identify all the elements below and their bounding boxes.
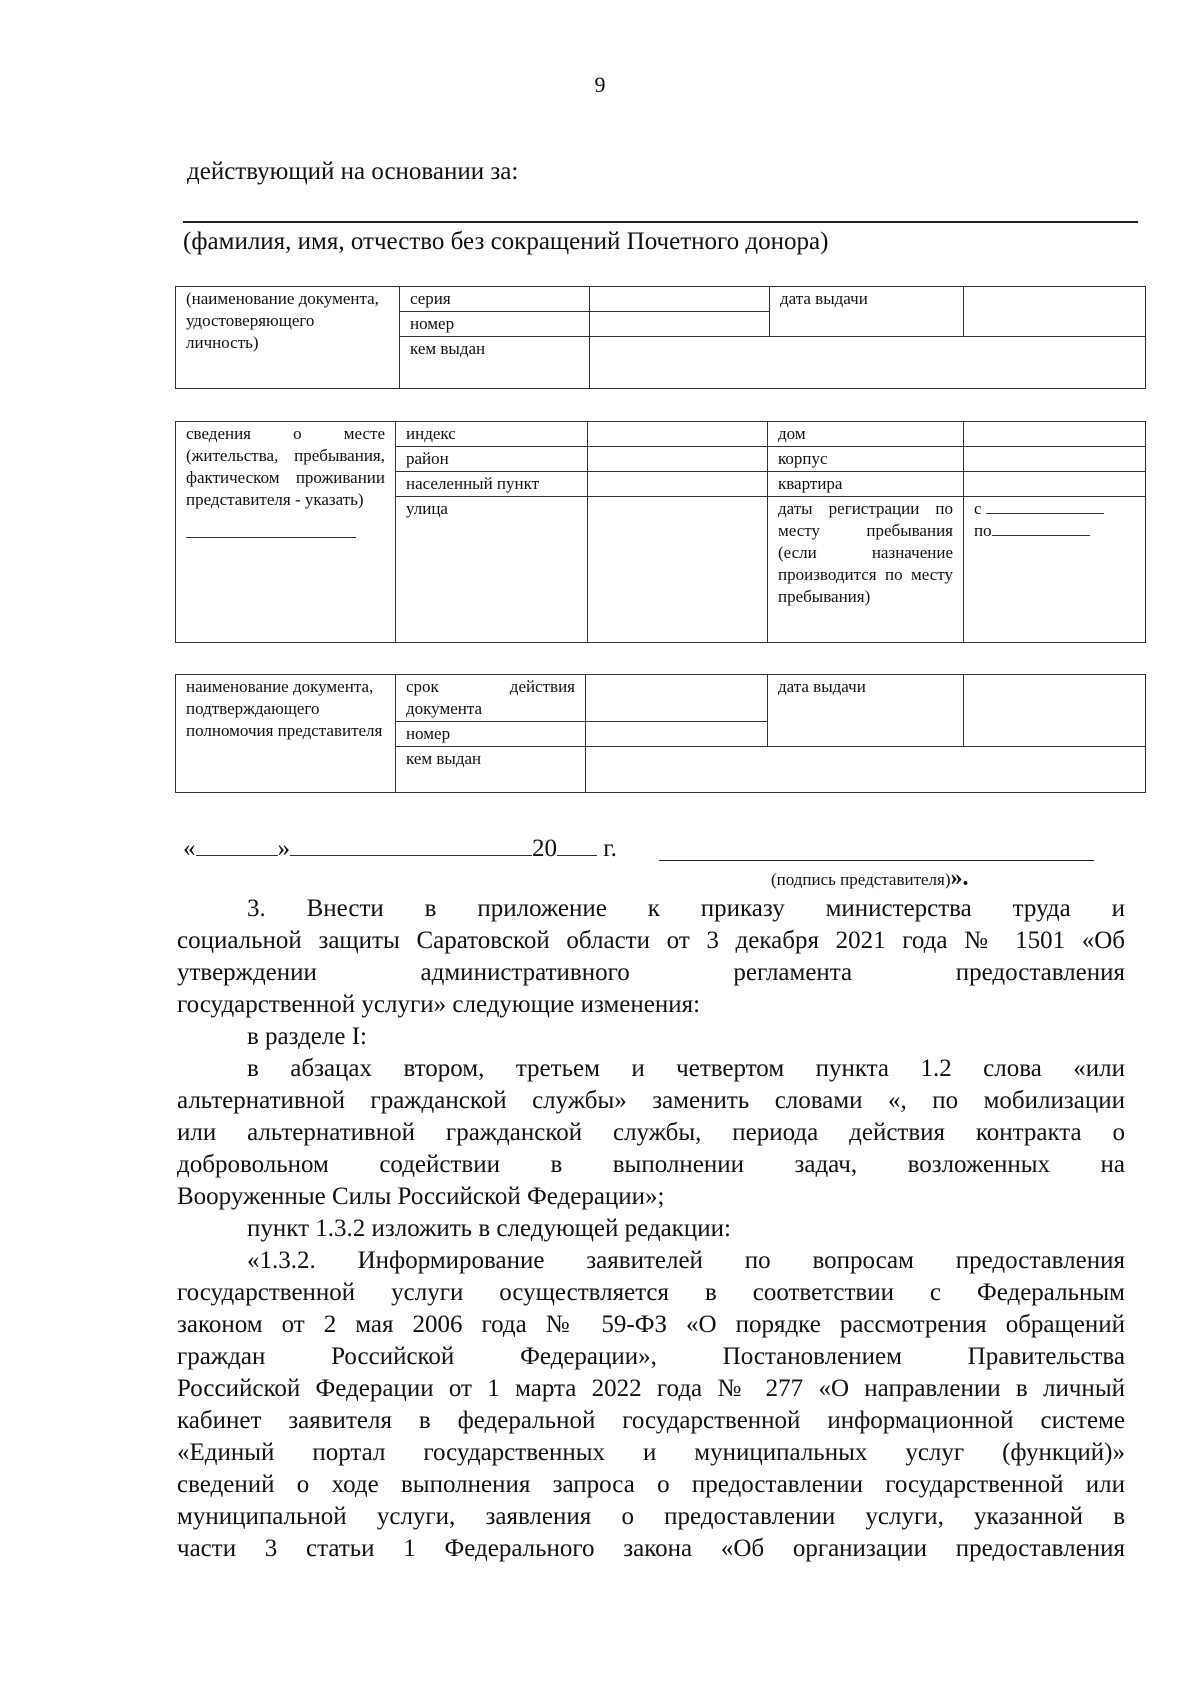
validity-label-cell bbox=[396, 675, 586, 722]
date-open-quote: « bbox=[183, 835, 196, 862]
issue-date-value[interactable] bbox=[964, 287, 1146, 337]
paragraph-3-line-2: социальной защиты Саратовской области от 3 декабря 2021 года № 1501 «Об bbox=[177, 927, 1125, 954]
reg-from-field[interactable] bbox=[986, 513, 1104, 514]
series-label: серия bbox=[400, 287, 590, 312]
authority-doc-label-cell bbox=[176, 675, 396, 793]
house-value[interactable] bbox=[964, 422, 1146, 447]
amendment-1-line-2: альтернативной гражданской службы» заменить словами «, по мобилизации bbox=[177, 1087, 1125, 1114]
quote-line-9: муниципальной услуги, заявления о предоставлении услуги, указанной в bbox=[177, 1503, 1125, 1530]
date-signature-line bbox=[183, 833, 617, 865]
address-label-cell bbox=[176, 422, 396, 643]
house-label: дом bbox=[768, 422, 964, 447]
authority-document-table bbox=[175, 674, 1146, 793]
building-label: корпус bbox=[768, 447, 964, 472]
series-value[interactable] bbox=[590, 287, 770, 312]
street-label: улица bbox=[396, 497, 588, 643]
issue-date-label: дата выдачи bbox=[770, 287, 964, 337]
index-value[interactable] bbox=[588, 422, 768, 447]
quote-line-7: «Единый портал государственных и муниципальных услуг (функций)» bbox=[177, 1439, 1125, 1466]
identity-document-table bbox=[175, 286, 1146, 389]
validity-label: срок действия документа bbox=[406, 677, 575, 718]
validity-value[interactable] bbox=[586, 675, 768, 722]
signature-caption-main: (подпись представителя) bbox=[771, 870, 951, 889]
year-field[interactable] bbox=[557, 855, 597, 856]
date-close-quote: » bbox=[277, 835, 290, 862]
quote-line-4: граждан Российской Федерации», Постановлением Правительства bbox=[177, 1343, 1125, 1370]
quote-line-8: сведений о ходе выполнения запроса о предоставлении государственной или bbox=[177, 1471, 1125, 1498]
donor-name-caption: (фамилия, имя, отчество без сокращений Почетного донора) bbox=[183, 228, 829, 255]
building-value[interactable] bbox=[964, 447, 1146, 472]
amendment-1-line-1: в абзацах втором, третьем и четвертом пункта 1.2 слова «или bbox=[247, 1055, 1125, 1082]
authority-number-label: номер bbox=[396, 722, 586, 747]
district-label: район bbox=[396, 447, 588, 472]
amendment-1-line-4: добровольном содействии в выполнении задач, возложенных на bbox=[177, 1151, 1125, 1178]
authority-number-value[interactable] bbox=[586, 722, 768, 747]
paragraph-3-line-3: утверждении административного регламента предоставления bbox=[177, 959, 1125, 986]
reg-dates-value[interactable] bbox=[964, 497, 1146, 643]
quote-line-3: законом от 2 мая 2006 года № 59-ФЗ «О порядке рассмотрения обращений bbox=[177, 1311, 1125, 1338]
number-value[interactable] bbox=[590, 312, 770, 337]
apartment-label: квартира bbox=[768, 472, 964, 497]
signature-field[interactable] bbox=[659, 860, 1094, 861]
quote-line-2: государственной услуги осуществляется в соответствии с Федеральным bbox=[177, 1279, 1125, 1306]
issued-by-label: кем выдан bbox=[400, 337, 590, 389]
reg-dates-label-cell bbox=[768, 497, 964, 643]
body-text bbox=[177, 893, 1125, 1565]
paragraph-3-line-4: государственной услуги» следующие изменения: bbox=[177, 991, 701, 1018]
authority-issued-by-value[interactable] bbox=[586, 747, 1146, 793]
month-field[interactable] bbox=[290, 855, 532, 856]
year-prefix: 20 bbox=[532, 835, 557, 862]
address-table bbox=[175, 421, 1146, 643]
quote-line-1: «1.3.2. Информирование заявителей по вопросам предоставления bbox=[247, 1247, 1125, 1274]
year-suffix: г. bbox=[603, 835, 617, 862]
locality-label: населенный пункт bbox=[396, 472, 588, 497]
signature-caption bbox=[771, 865, 969, 892]
reg-to-field[interactable] bbox=[992, 535, 1090, 536]
signature-caption-end: ». bbox=[950, 865, 969, 891]
authority-doc-label: наименование документа, подтверждающего полномочия представителя bbox=[186, 677, 383, 740]
address-specify-line bbox=[186, 537, 356, 538]
acting-basis-text: действующий на основании за: bbox=[187, 158, 519, 185]
authority-issue-date-value[interactable] bbox=[964, 675, 1146, 747]
authority-issue-date-label: дата выдачи bbox=[768, 675, 964, 747]
identity-doc-label: (наименование документа, удостоверяющего личность) bbox=[186, 289, 379, 352]
donor-name-line bbox=[183, 221, 1138, 223]
authority-issued-by-label: кем выдан bbox=[396, 747, 586, 793]
reg-from-label: с bbox=[974, 499, 982, 518]
quote-line-6: кабинет заявителя в федеральной государственной информационной системе bbox=[177, 1407, 1125, 1434]
quote-line-5: Российской Федерации от 1 марта 2022 года № 277 «О направлении в личный bbox=[177, 1375, 1125, 1402]
quote-line-10: части 3 статьи 1 Федерального закона «Об организации предоставления bbox=[177, 1535, 1125, 1562]
amendment-1-line-5: Вооруженные Силы Российской Федерации»; bbox=[177, 1183, 665, 1210]
section-reference: в разделе I: bbox=[247, 1023, 367, 1050]
issued-by-value[interactable] bbox=[590, 337, 1146, 389]
index-label: индекс bbox=[396, 422, 588, 447]
page-number: 9 bbox=[594, 72, 606, 97]
point-1-3-2-intro: пункт 1.3.2 изложить в следующей редакции: bbox=[247, 1215, 731, 1242]
reg-dates-label: даты регистрации по месту пребывания (если назначение производится по месту пребывания) bbox=[778, 499, 953, 606]
identity-doc-label-cell bbox=[176, 287, 400, 389]
locality-value[interactable] bbox=[588, 472, 768, 497]
apartment-value[interactable] bbox=[964, 472, 1146, 497]
paragraph-3-line-1: 3. Внести в приложение к приказу министерства труда и bbox=[247, 895, 1125, 922]
day-field[interactable] bbox=[196, 855, 278, 856]
number-label: номер bbox=[400, 312, 590, 337]
amendment-1-line-3: или альтернативной гражданской службы, периода действия контракта о bbox=[177, 1119, 1125, 1146]
reg-to-label: по bbox=[974, 521, 992, 540]
address-label: сведения о месте (жительства, пребывания, фактическом проживании представителя - указать) bbox=[186, 424, 385, 509]
district-value[interactable] bbox=[588, 447, 768, 472]
street-value[interactable] bbox=[588, 497, 768, 643]
